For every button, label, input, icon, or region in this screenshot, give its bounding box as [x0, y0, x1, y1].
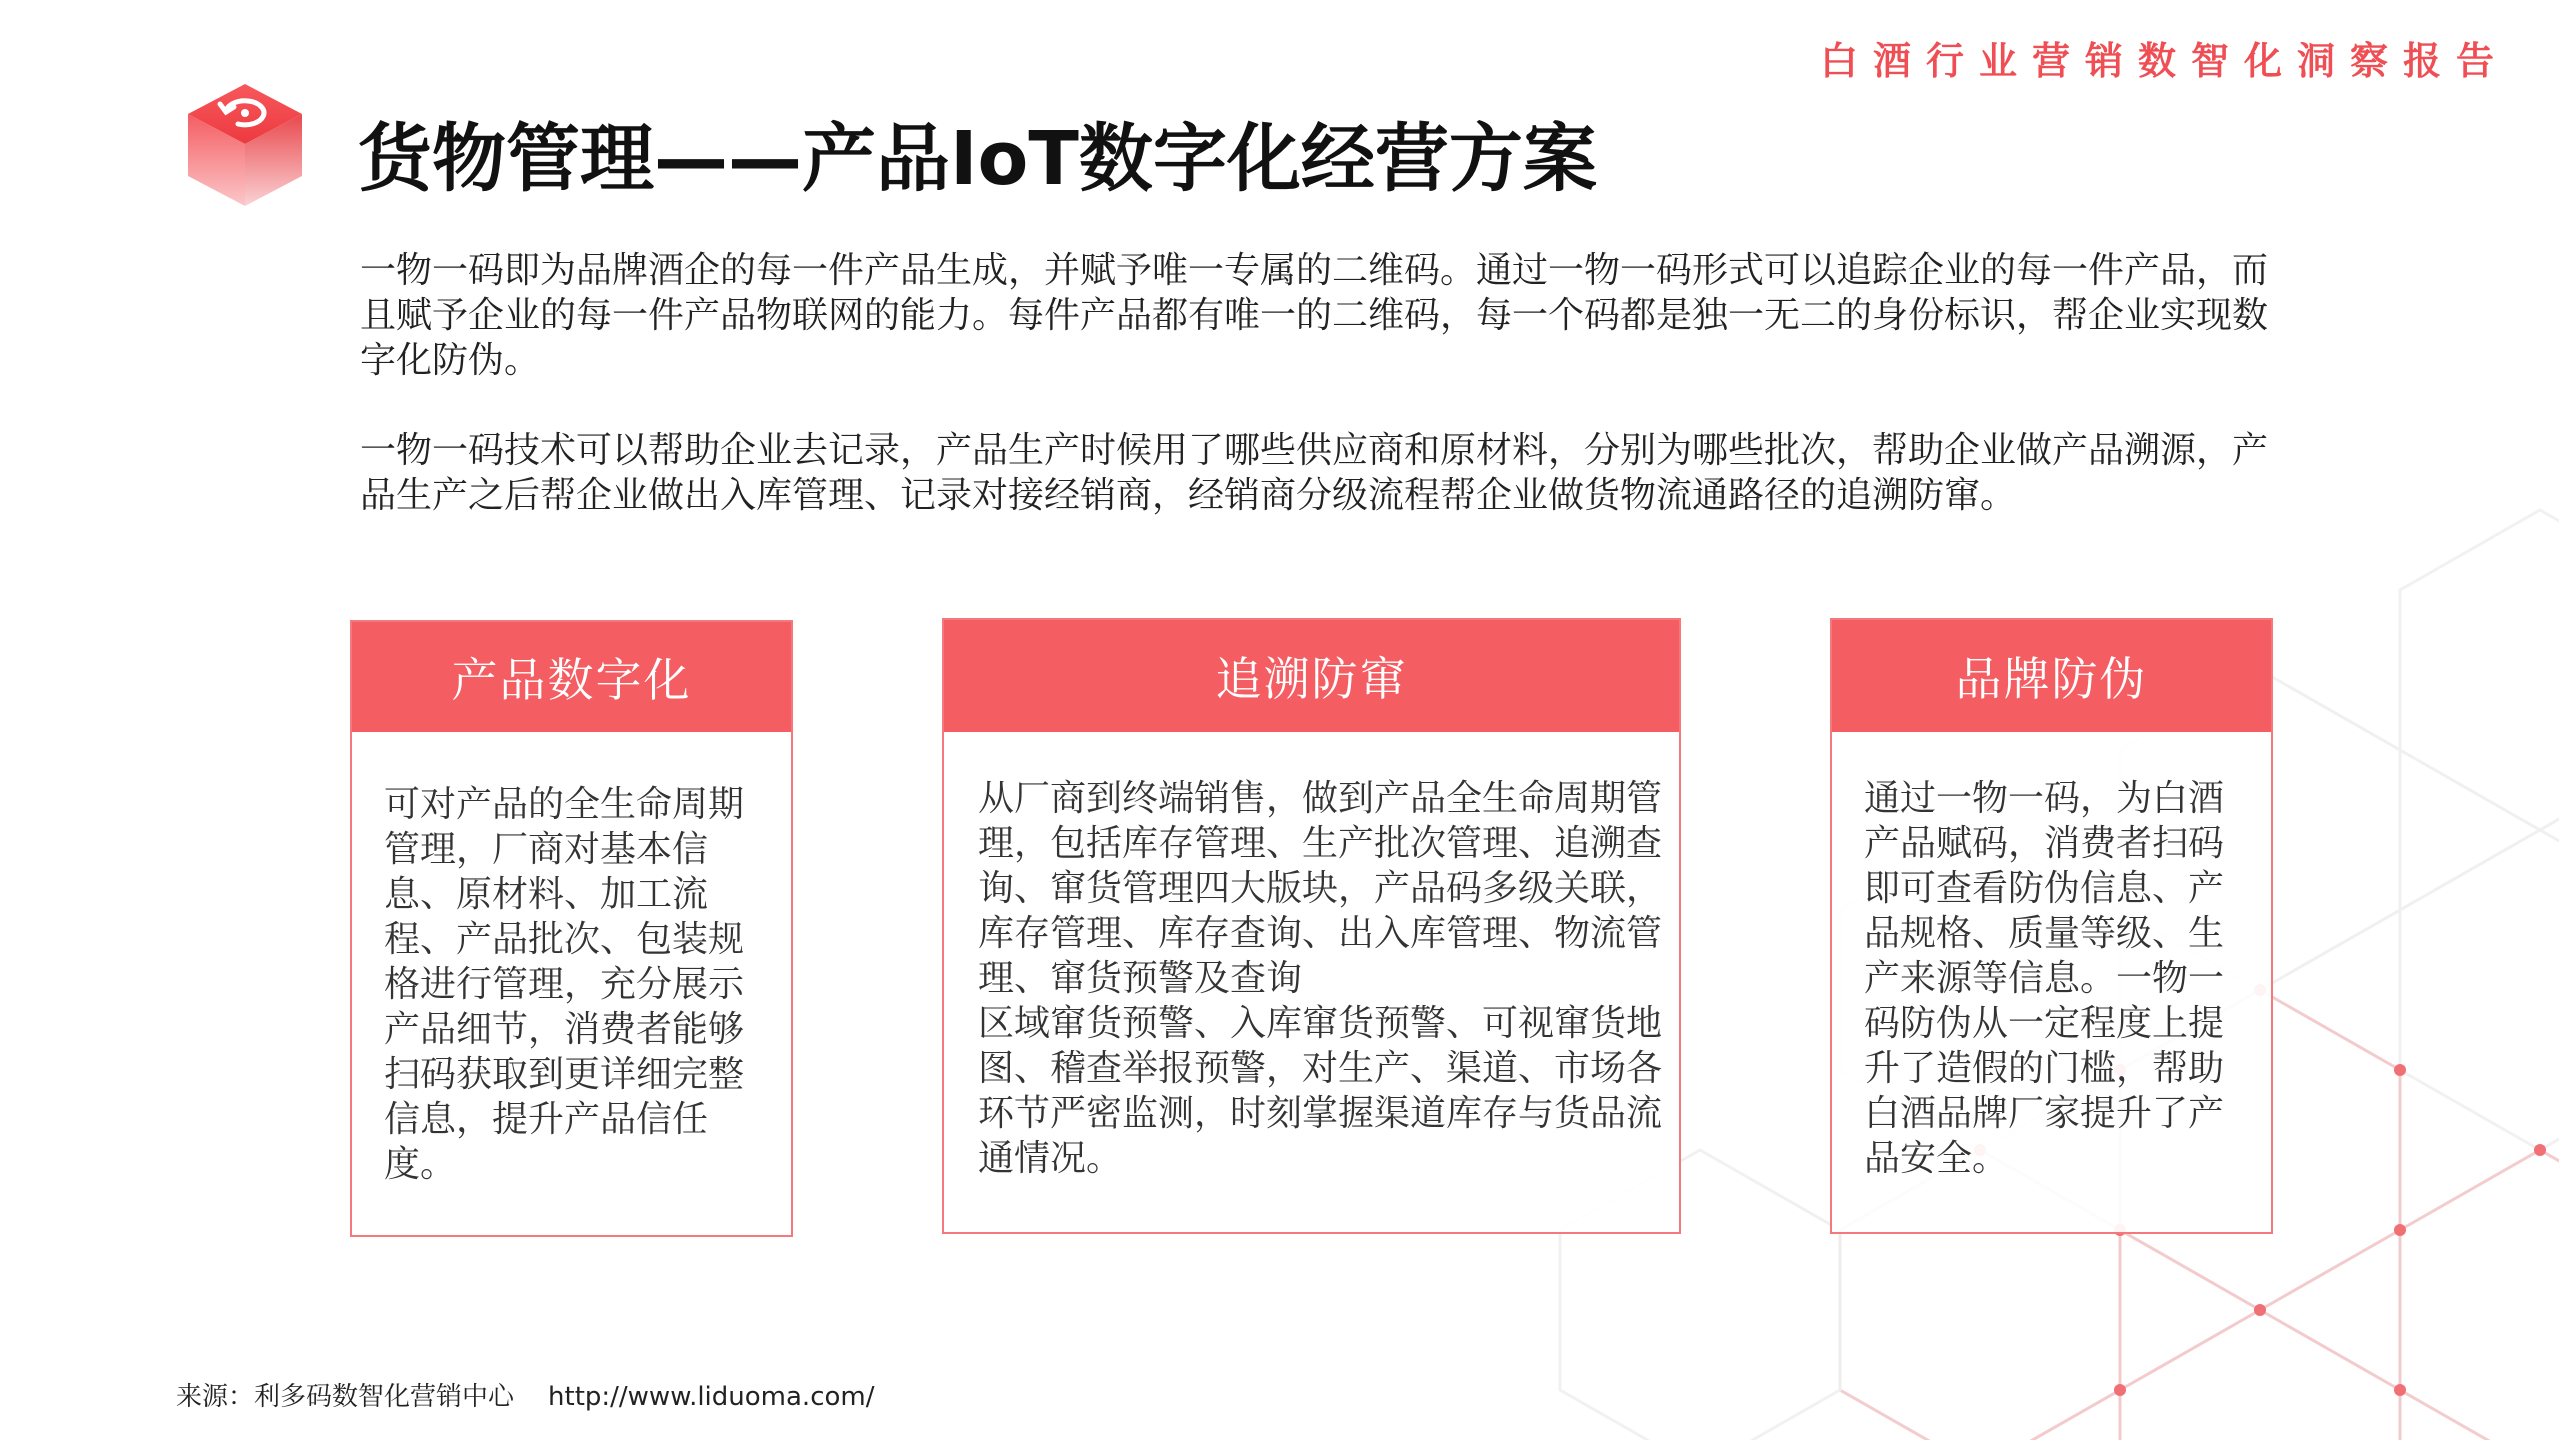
card-product-digitization [350, 620, 793, 1237]
card-body: 通过一物一码，为白酒产品赋码，消费者扫码即可查看防伪信息、产品规格、质量等级、生产来源等信息。一物一码防伪从一定程度上提升了造假的门槛，帮助白酒品牌厂家提升了产品安全。 [1864, 778, 2225, 1179]
card-brand-anti-counterfeit [1830, 618, 2273, 1234]
card-body [978, 776, 1669, 1181]
card-title: 品牌防伪 [1832, 620, 2271, 732]
intro-paragraph-1: 一物一码即为品牌酒企的每一件产品生成，并赋予唯一专属的二维码。通过一物一码形式可以追踪企业的每一件产品，而且赋予企业的每一件产品物联网的能力。每件产品都有唯一的二维码，每一个码都是独一无二的身份标识，帮企业实现数字化防伪。 [360, 250, 2269, 381]
card-body-paragraph-1: 从厂商到终端销售，做到产品全生命周期管理，包括库存管理、生产批次管理、追溯查询、窜货管理四大版块，产品码多级关联，库存管理、库存查询、出入库管理、物流管理、窜货预警及查询 [978, 778, 1663, 999]
source-url[interactable]: http://www.liduoma.com/ [548, 1382, 875, 1412]
intro-paragraph-2: 一物一码技术可以帮助企业去记录，产品生产时候用了哪些供应商和原材料，分别为哪些批次，帮助企业做产品溯源，产品生产之后帮企业做出入库管理、记录对接经销商，经销商分级流程帮企业做货物流通路径的追溯防窜。 [360, 430, 2269, 516]
card-title: 追溯防窜 [944, 620, 1679, 732]
report-title: 白酒行业营销数智化洞察报告 [1819, 39, 2509, 83]
source-footer [176, 1376, 875, 1413]
card-body: 可对产品的全生命周期管理，厂商对基本信息、原材料、加工流程、产品批次、包装规格进行管理，充分展示产品细节，消费者能够扫码获取到更详细完整信息，提升产品信任度。 [384, 784, 745, 1185]
card-traceability-anti-diversion [942, 618, 1681, 1234]
intro-text [360, 248, 2280, 563]
card-title: 产品数字化 [352, 622, 791, 732]
card-body-paragraph-2: 区域窜货预警、入库窜货预警、可视窜货地图、稽查举报预警，对生产、渠道、市场各环节严密监测，时刻掌握渠道库存与货品流通情况。 [978, 1003, 1663, 1179]
page-title: 货物管理——产品IoT数字化经营方案 [358, 116, 1597, 202]
refresh-cube-icon [180, 80, 310, 210]
source-label: 来源：利多码数智化营销中心 [176, 1382, 515, 1412]
